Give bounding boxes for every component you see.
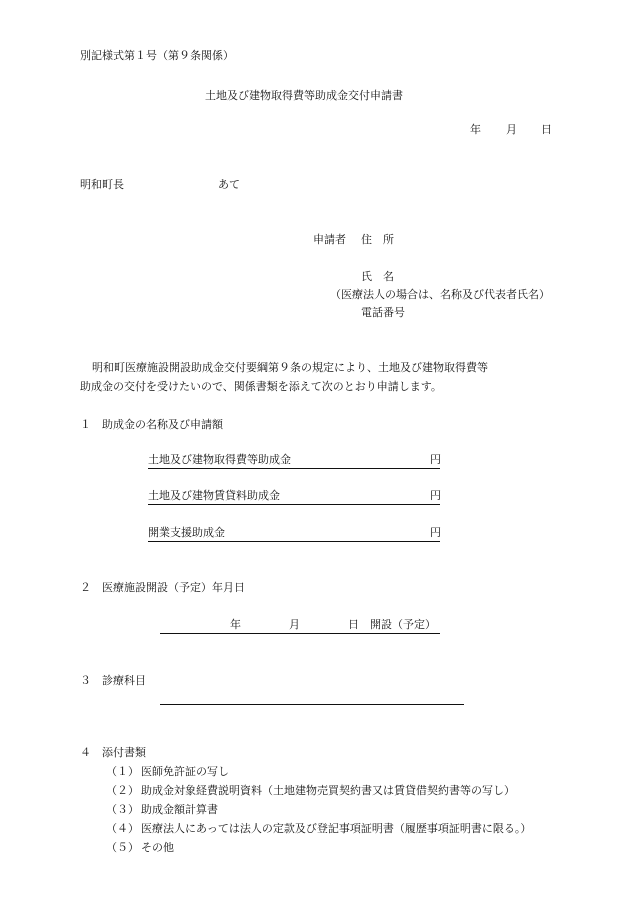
name-label: 氏 名 [361, 270, 394, 283]
section3-heading: ３ 診療科目 [80, 674, 146, 687]
phone-label: 電話番号 [361, 306, 405, 319]
corp-note: （医療法人の場合は、名称及び代表者氏名） [330, 288, 550, 301]
page-title: 土地及び建物取得費等助成金交付申請書 [205, 89, 403, 102]
grant-name: 開業支援助成金 [148, 526, 225, 539]
attachment-text: 医師免許証の写し [141, 765, 229, 778]
date-day-label: 日 [541, 123, 552, 136]
opening-suffix: 開設（予定） [370, 618, 436, 631]
attachment-number: （１） [106, 765, 139, 778]
grant-unit: 円 [430, 489, 441, 502]
attachment-text: 医療法人にあっては法人の定款及び登記事項証明書（履歴事項証明書に限る。） [141, 822, 532, 835]
attachment-text: 助成金額計算書 [141, 803, 218, 816]
date-month-label: 月 [506, 123, 517, 136]
address-label: 住 所 [361, 233, 394, 246]
opening-year-label: 年 [230, 618, 241, 631]
attachment-number: （５） [106, 841, 139, 854]
attachment-text: その他 [141, 841, 174, 854]
grant-name: 土地及び建物取得費等助成金 [148, 453, 291, 466]
form-label: 別記様式第１号（第９条関係） [80, 49, 234, 62]
intro-line: 明和町医療施設開設助成金交付要綱第９条の規定により、土地及び建物取得費等 [92, 361, 488, 374]
section1-heading: １ 助成金の名称及び申請額 [80, 418, 223, 431]
clinical-departments-line [160, 704, 464, 705]
grant-unit: 円 [430, 526, 441, 539]
attachment-number: （４） [106, 822, 139, 835]
attachment-number: （２） [106, 784, 139, 797]
opening-day-label: 日 [348, 618, 359, 631]
attachment-number: （３） [106, 803, 139, 816]
grant-name: 土地及び建物賃貸料助成金 [148, 489, 280, 502]
intro-line: 助成金の交付を受けたいので、関係書類を添えて次のとおり申請します。 [80, 380, 442, 393]
grant-unit: 円 [430, 453, 441, 466]
section2-heading: ２ 医療施設開設（予定）年月日 [80, 581, 245, 594]
section4-heading: ４ 添付書類 [80, 746, 146, 759]
attachment-text: 助成金対象経費説明資料（土地建物売買契約書又は賃貸借契約書等の写し） [141, 784, 515, 797]
applicant-label: 申請者 [313, 233, 346, 246]
addressee-name: 明和町長 [80, 178, 124, 191]
addressee-suffix: あて [218, 178, 240, 191]
date-year-label: 年 [470, 123, 481, 136]
opening-month-label: 月 [289, 618, 300, 631]
